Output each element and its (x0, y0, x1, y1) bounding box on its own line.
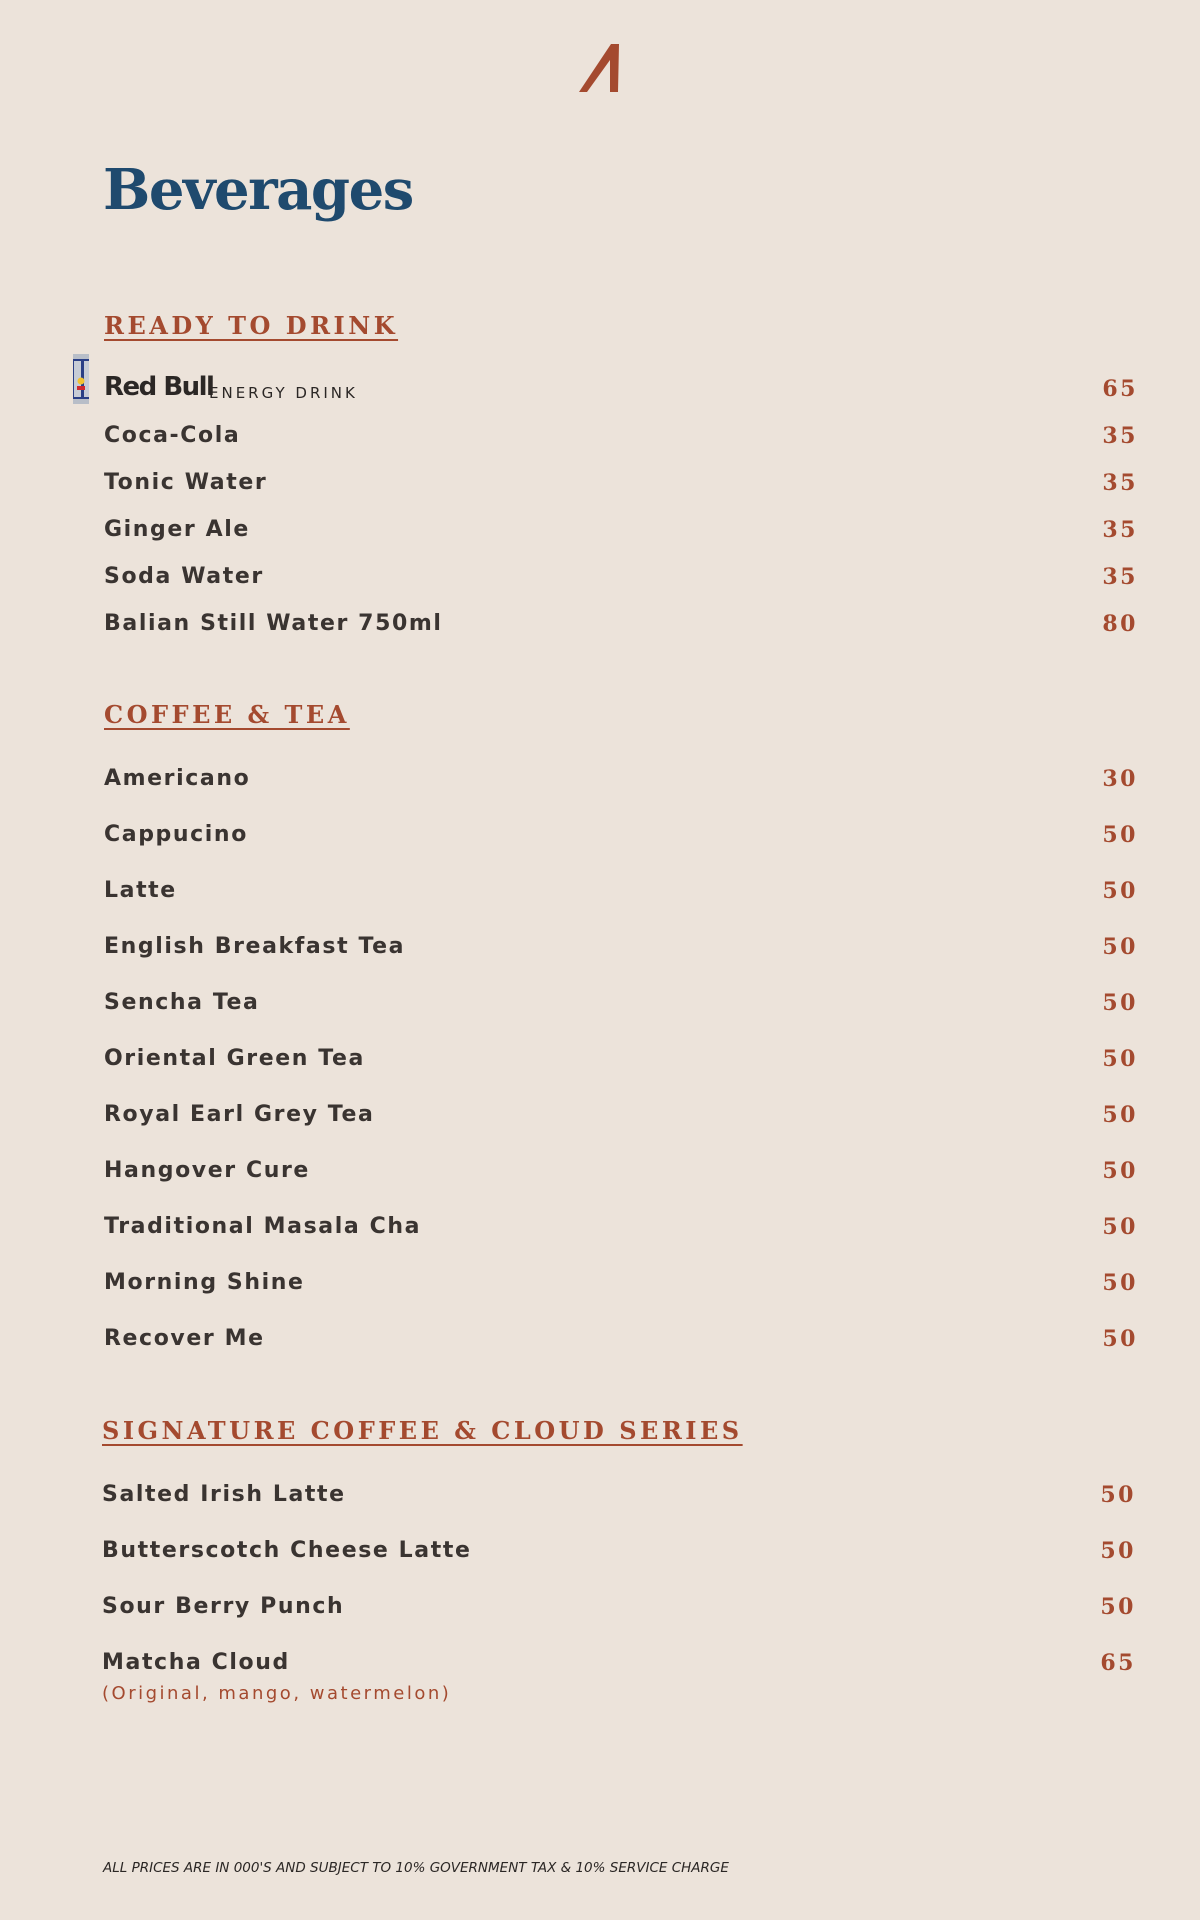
footer-note: ALL PRICES ARE IN 000'S AND SUBJECT TO 10% GOVERNMENT TAX & 10% SERVICE CHARGE (103, 1860, 729, 1876)
menu-item-butterscotch-cheese-latte (102, 1538, 1136, 1568)
menu-item-americano (104, 766, 1138, 796)
menu-item-tonic-water (104, 470, 1138, 500)
item-price: 50 (1102, 1158, 1138, 1184)
item-price: 50 (1102, 1046, 1138, 1072)
item-price: 35 (1102, 517, 1138, 543)
menu-item-cappucino (104, 822, 1138, 852)
menu-item-royal-earl-grey-tea (104, 1102, 1138, 1132)
section-heading-coffee-tea: COFFEE & TEA (104, 700, 350, 729)
red-bull-can-icon (70, 352, 92, 406)
page-title: Beverages (103, 157, 413, 223)
item-name: Ginger Ale (104, 517, 250, 542)
item-name: English Breakfast Tea (104, 934, 406, 959)
menu-item-ginger-ale (104, 517, 1138, 547)
section-heading-ready-to-drink: READY TO DRINK (104, 311, 399, 340)
item-name: Royal Earl Grey Tea (104, 1102, 375, 1127)
menu-item-hangover-cure (104, 1158, 1138, 1188)
menu-item-sencha-tea (104, 990, 1138, 1020)
item-price: 50 (1102, 990, 1138, 1016)
stylized-a-icon (579, 42, 621, 92)
item-price: 35 (1102, 564, 1138, 590)
menu-item-sour-berry-punch (102, 1594, 1136, 1624)
red-bull-price: 65 (1102, 376, 1138, 402)
item-name: Americano (104, 766, 251, 791)
item-price: 50 (1102, 822, 1138, 848)
item-price: 35 (1102, 470, 1138, 496)
item-name: Oriental Green Tea (104, 1046, 365, 1071)
item-price: 50 (1100, 1594, 1136, 1620)
item-price: 50 (1100, 1538, 1136, 1564)
section-heading-signature-series: SIGNATURE COFFEE & CLOUD SERIES (102, 1416, 743, 1445)
item-price: 50 (1102, 1102, 1138, 1128)
menu-item-coca-cola (104, 423, 1138, 453)
item-price: 50 (1102, 1326, 1138, 1352)
item-price: 50 (1102, 878, 1138, 904)
menu-item-english-breakfast-tea (104, 934, 1138, 964)
item-name: Recover Me (104, 1326, 265, 1351)
menu-item-traditional-masala-cha (104, 1214, 1138, 1244)
item-name: Butterscotch Cheese Latte (102, 1538, 472, 1563)
item-name: Soda Water (104, 564, 264, 589)
menu-item-balian-still-water (104, 611, 1138, 641)
menu-item-salted-irish-latte (102, 1482, 1136, 1512)
item-price: 35 (1102, 423, 1138, 449)
menu-item-soda-water (104, 564, 1138, 594)
item-name: Sencha Tea (104, 990, 260, 1015)
red-bull-wordmark: Red Bull (104, 372, 214, 402)
menu-item-recover-me (104, 1326, 1138, 1356)
item-price: 80 (1102, 611, 1138, 637)
item-price: 65 (1100, 1650, 1136, 1676)
item-name: Salted Irish Latte (102, 1482, 346, 1507)
item-note: (Original, mango, watermelon) (102, 1683, 452, 1704)
item-name: Sour Berry Punch (102, 1594, 345, 1619)
menu-item-latte (104, 878, 1138, 908)
item-name: Morning Shine (104, 1270, 305, 1295)
item-price: 50 (1102, 1214, 1138, 1240)
item-price: 50 (1102, 1270, 1138, 1296)
item-price: 50 (1100, 1482, 1136, 1508)
menu-item-matcha-cloud (102, 1650, 1136, 1710)
item-name: Tonic Water (104, 470, 268, 495)
red-bull-subtitle: ENERGY DRINK (209, 384, 358, 402)
item-name: Balian Still Water 750ml (104, 611, 443, 636)
item-price: 30 (1102, 766, 1138, 792)
item-name: Hangover Cure (104, 1158, 310, 1183)
menu-item-oriental-green-tea (104, 1046, 1138, 1076)
menu-item-morning-shine (104, 1270, 1138, 1300)
item-name: Coca-Cola (104, 423, 241, 448)
item-name: Traditional Masala Cha (104, 1214, 422, 1239)
item-name: Cappucino (104, 822, 248, 847)
item-name: Latte (104, 878, 177, 903)
item-name: Matcha Cloud (102, 1650, 290, 1675)
item-price: 50 (1102, 934, 1138, 960)
